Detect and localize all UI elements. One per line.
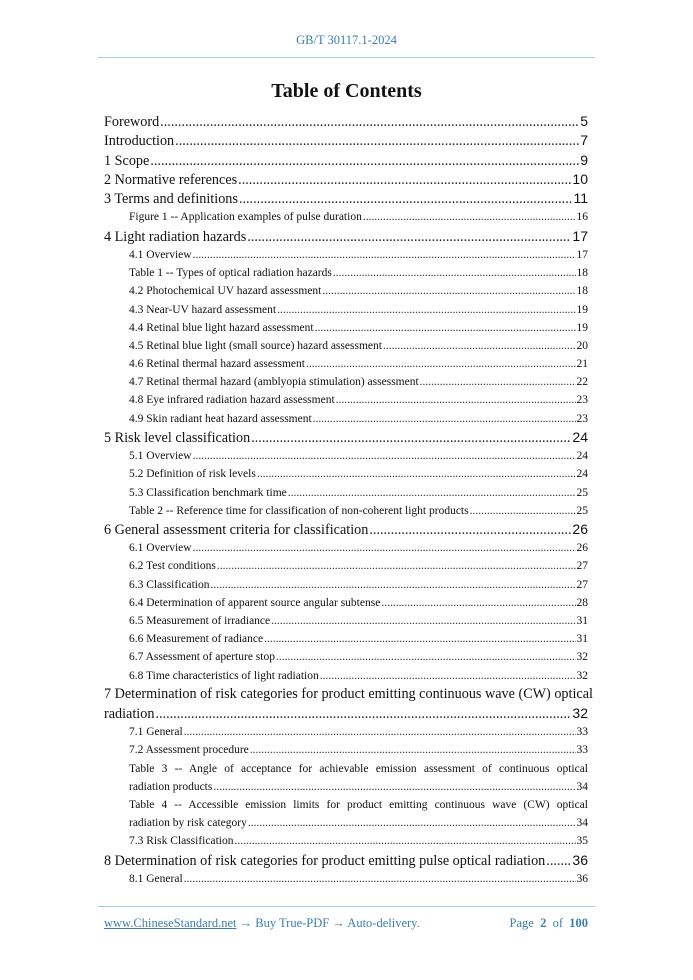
page-title: Table of Contents xyxy=(271,80,422,102)
website-link[interactable]: www.ChineseStandard.net xyxy=(104,916,237,930)
entry-page: 33 xyxy=(576,726,588,739)
entry-page: 34 xyxy=(576,817,588,830)
entry-label: 1 Scope xyxy=(104,152,150,169)
dot-leader xyxy=(150,152,579,171)
entry-page: 18 xyxy=(576,267,588,280)
entry-label: Foreword xyxy=(104,114,160,130)
entry-label: 8.1 General xyxy=(129,872,183,885)
entry-page: 19 xyxy=(576,303,588,316)
entry-page: 36 xyxy=(576,872,588,885)
entry-label: 6.3 Classification xyxy=(129,578,210,591)
entry-label: 5 Risk level classification xyxy=(104,429,251,446)
entry-page: 32 xyxy=(576,669,588,682)
entry-page: 27 xyxy=(576,560,588,573)
entry-page: 28 xyxy=(576,596,588,609)
toc-entry-4-9[interactable] xyxy=(104,410,588,428)
dot-leader xyxy=(336,391,576,409)
toc-entry-general-assessment[interactable] xyxy=(104,520,588,539)
dot-leader xyxy=(250,741,576,759)
toc-entry-figure-1[interactable] xyxy=(104,208,588,226)
dot-leader xyxy=(193,539,576,557)
entry-label: Figure 1 -- Application examples of pulse duration xyxy=(129,211,362,224)
entry-page: 27 xyxy=(576,578,588,591)
dot-leader xyxy=(264,630,575,648)
toc-entry-4-1[interactable] xyxy=(104,246,588,264)
dot-leader xyxy=(315,319,576,337)
entry-label: 4.7 Retinal thermal hazard (amblyopia stimulation) assessment xyxy=(129,376,419,389)
dot-leader xyxy=(271,612,575,630)
dot-leader xyxy=(175,132,579,151)
dot-leader xyxy=(251,429,571,448)
entry-page: 24 xyxy=(576,468,588,481)
toc-entry-pulse-optical-radiation[interactable] xyxy=(104,851,588,870)
entry-page: 11 xyxy=(573,190,588,207)
entry-page: 31 xyxy=(576,633,588,646)
footer-divider xyxy=(98,906,595,907)
dot-leader xyxy=(333,264,576,282)
entry-label: 4.3 Near-UV hazard assessment xyxy=(129,303,277,316)
entry-label: 3 Terms and definitions xyxy=(104,191,238,208)
dot-leader xyxy=(288,484,576,502)
dot-leader xyxy=(193,447,576,465)
dot-leader xyxy=(369,521,571,540)
dot-leader xyxy=(546,852,571,871)
dot-leader xyxy=(155,705,571,724)
dot-leader xyxy=(320,667,576,685)
toc-entry-7-3[interactable] xyxy=(104,832,588,850)
toc-entry-5-2[interactable] xyxy=(104,465,588,483)
dot-leader xyxy=(184,870,576,888)
toc-entry-4-5[interactable] xyxy=(104,337,588,355)
footer-promo-text: → Buy True-PDF → Auto-delivery. xyxy=(236,916,420,930)
entry-label-line2: radiation products xyxy=(129,780,213,793)
entry-label: 4.4 Retinal blue light hazard assessment xyxy=(129,321,314,334)
entry-label: 6.4 Determination of apparent source angular subtense xyxy=(129,596,381,609)
entry-label-line1: 7 Determination of risk categories for product emitting continuous wave (CW) optical xyxy=(104,685,593,702)
entry-page: 24 xyxy=(572,428,588,445)
dot-leader xyxy=(193,246,576,264)
entry-page: 32 xyxy=(576,651,588,664)
entry-label: 6.1 Overview xyxy=(129,542,192,555)
entry-label: 6.2 Test conditions xyxy=(129,560,216,573)
toc-entry-8-1[interactable] xyxy=(104,870,588,888)
entry-page: 17 xyxy=(576,248,588,261)
entry-page: 10 xyxy=(572,170,588,187)
toc-entry-4-7[interactable] xyxy=(104,373,588,391)
entry-page: 32 xyxy=(572,704,588,721)
toc-entry-cw-optical-radiation[interactable] xyxy=(104,685,593,724)
dot-leader xyxy=(381,594,575,612)
entry-page: 5 xyxy=(580,113,588,129)
entry-page: 36 xyxy=(572,851,588,868)
toc-entry-5-3[interactable] xyxy=(104,484,588,502)
entry-page: 26 xyxy=(572,520,588,537)
dot-leader xyxy=(420,373,576,391)
entry-label: 8 Determination of risk categories for product emitting pulse optical radiation xyxy=(104,852,546,869)
toc-entry-7-2[interactable] xyxy=(104,741,588,759)
toc-entry-4-4[interactable] xyxy=(104,319,588,337)
entry-label: 6.8 Time characteristics of light radiation xyxy=(129,669,319,682)
toc-entry-4-8[interactable] xyxy=(104,391,588,409)
page-footer xyxy=(104,916,588,931)
toc-entry-table-1[interactable] xyxy=(104,264,588,282)
entry-label: 4.8 Eye infrared radiation hazard assessment xyxy=(129,394,335,407)
dot-leader xyxy=(276,648,576,666)
dot-leader xyxy=(257,465,576,483)
toc-entry-table-4[interactable] xyxy=(104,796,588,832)
entry-page: 23 xyxy=(576,394,588,407)
total-pages: 100 xyxy=(569,916,588,930)
dot-leader xyxy=(238,171,571,190)
current-page: 2 xyxy=(540,916,547,930)
toc-entry-4-3[interactable] xyxy=(104,301,588,319)
entry-label: 2 Normative references xyxy=(104,171,238,188)
toc-entry-5-1[interactable] xyxy=(104,447,588,465)
dot-leader xyxy=(213,778,575,796)
toc-entry-table-3[interactable] xyxy=(104,760,588,796)
dot-leader xyxy=(470,502,576,520)
toc-entry-4-2[interactable] xyxy=(104,282,588,300)
entry-page: 33 xyxy=(576,744,588,757)
toc-entry-risk-level-classification[interactable] xyxy=(104,428,588,447)
entry-page: 9 xyxy=(580,151,588,168)
entry-label: 7.3 Risk Classification xyxy=(129,835,234,848)
entry-page: 25 xyxy=(576,504,588,517)
entry-label: 7.2 Assessment procedure xyxy=(129,744,249,757)
entry-page: 24 xyxy=(576,450,588,463)
entry-page: 18 xyxy=(576,285,588,298)
entry-label: 4 Light radiation hazards xyxy=(104,228,247,245)
entry-page: 26 xyxy=(576,542,588,555)
entry-page: 25 xyxy=(576,486,588,499)
toc-entry-7-1[interactable] xyxy=(104,723,588,741)
entry-page: 16 xyxy=(576,211,588,224)
dot-leader xyxy=(217,557,576,575)
toc-entry-normative-references[interactable] xyxy=(104,170,588,189)
entry-page: 19 xyxy=(576,321,588,334)
dot-leader xyxy=(313,410,576,428)
entry-page: 22 xyxy=(576,376,588,389)
entry-label: 5.2 Definition of risk levels xyxy=(129,468,256,481)
entry-label-line2: radiation xyxy=(104,705,155,722)
entry-label: 4.1 Overview xyxy=(129,248,192,261)
entry-label: 4.6 Retinal thermal hazard assessment xyxy=(129,358,305,371)
entry-label: 4.5 Retinal blue light (small source) hazard assessment xyxy=(129,339,382,352)
footer-promo xyxy=(104,916,420,931)
entry-page: 35 xyxy=(576,835,588,848)
entry-label: 4.2 Photochemical UV hazard assessment xyxy=(129,285,322,298)
page-indicator xyxy=(510,916,588,931)
dot-leader xyxy=(322,282,575,300)
document-id: GB/T 30117.1-2024 xyxy=(296,33,397,47)
entry-label: 4.9 Skin radiant heat hazard assessment xyxy=(129,412,312,425)
dot-leader xyxy=(383,337,576,355)
toc-entry-6-8[interactable] xyxy=(104,667,588,685)
entry-label: 5.3 Classification benchmark time xyxy=(129,486,287,499)
toc-entry-6-3[interactable] xyxy=(104,576,588,594)
toc-entry-6-4[interactable] xyxy=(104,594,588,612)
toc-entry-scope[interactable] xyxy=(104,151,588,170)
toc-entry-6-7[interactable] xyxy=(104,648,588,666)
entry-page: 7 xyxy=(580,132,588,149)
toc-entry-6-5[interactable] xyxy=(104,612,588,630)
toc-entry-6-6[interactable] xyxy=(104,630,588,648)
toc-entry-4-6[interactable] xyxy=(104,355,588,373)
entry-page: 34 xyxy=(576,780,588,793)
entry-page: 21 xyxy=(576,358,588,371)
dot-leader xyxy=(211,576,576,594)
dot-leader xyxy=(306,355,576,373)
entry-label: Table 2 -- Reference time for classification of non-coherent light products xyxy=(129,504,469,517)
entry-label: Table 1 -- Types of optical radiation hazards xyxy=(129,267,332,280)
table-of-contents xyxy=(104,112,593,888)
toc-entry-6-2[interactable] xyxy=(104,557,588,575)
toc-entry-introduction[interactable] xyxy=(104,131,588,150)
dot-leader xyxy=(239,190,573,209)
toc-entry-foreword[interactable] xyxy=(104,112,588,131)
dot-leader xyxy=(160,113,579,132)
entry-label-line2: radiation by risk category xyxy=(129,817,247,830)
entry-page: 31 xyxy=(576,614,588,627)
dot-leader xyxy=(247,228,571,247)
of-label: of xyxy=(552,916,563,930)
entry-label: Introduction xyxy=(104,133,175,150)
page-label: Page xyxy=(509,916,534,930)
toc-entry-6-1[interactable] xyxy=(104,539,588,557)
entry-label: 6 General assessment criteria for classification xyxy=(104,521,369,538)
entry-label: 5.1 Overview xyxy=(129,450,192,463)
dot-leader xyxy=(184,723,576,741)
dot-leader xyxy=(277,301,575,319)
header-divider xyxy=(98,57,595,58)
entry-label-line1: Table 4 -- Accessible emission limits for product emitting continuous wave (CW) optical xyxy=(129,799,588,812)
toc-entry-table-2[interactable] xyxy=(104,502,588,520)
dot-leader xyxy=(363,208,576,226)
entry-label: 6.7 Assessment of aperture stop xyxy=(129,651,275,664)
toc-entry-terms-definitions[interactable] xyxy=(104,189,588,208)
entry-page: 23 xyxy=(576,412,588,425)
entry-label: 6.5 Measurement of irradiance xyxy=(129,614,271,627)
dot-leader xyxy=(248,814,576,832)
dot-leader xyxy=(234,832,575,850)
entry-label: 6.6 Measurement of radiance xyxy=(129,633,264,646)
entry-label-line1: Table 3 -- Angle of acceptance for achievable emission assessment of continuous optical xyxy=(129,762,588,775)
toc-entry-light-radiation-hazards[interactable] xyxy=(104,227,588,246)
entry-page: 20 xyxy=(576,339,588,352)
entry-page: 17 xyxy=(572,227,588,244)
entry-label: 7.1 General xyxy=(129,726,183,739)
